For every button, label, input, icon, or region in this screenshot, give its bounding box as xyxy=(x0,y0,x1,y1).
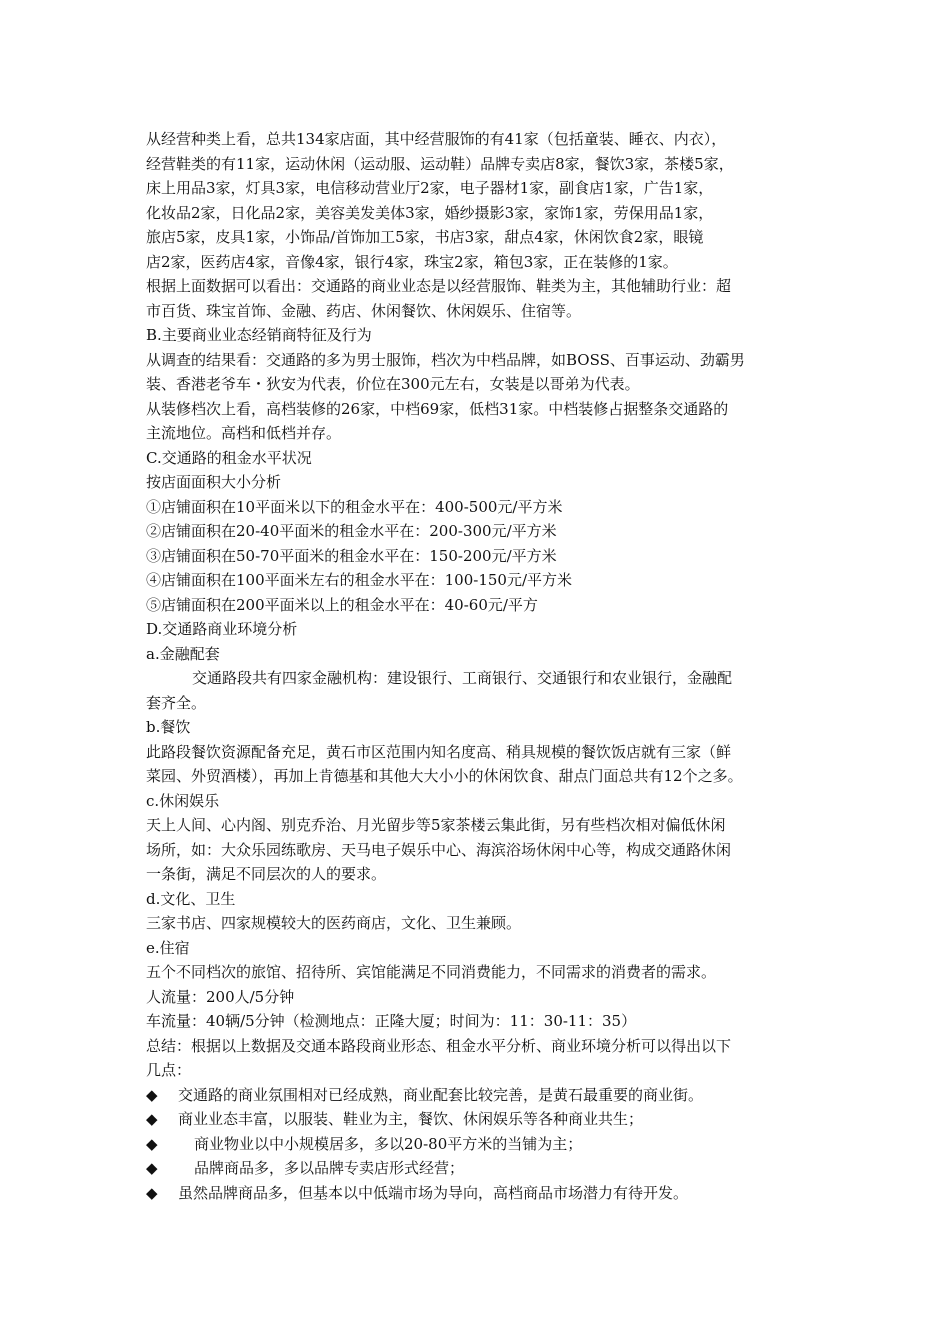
list-item xyxy=(146,1181,826,1206)
text-line: 从经营种类上看，总共134家店面，其中经营服饰的有41家（包括童装、睡衣、内衣）， xyxy=(146,130,727,148)
rent-item: ③店铺面积在50-70平面米的租金水平在：150-200元/平方米 xyxy=(146,546,557,565)
summary-line: 几点： xyxy=(146,1061,192,1079)
text-line: 旅店5家，皮具1家，小饰品/首饰加工5家，书店3家，甜点4家，休闲饮食2家，眼镜 xyxy=(146,228,704,246)
list-item-text: 品牌商品多，多以品牌专卖店形式经营； xyxy=(194,1159,465,1177)
text-line: 从装修档次上看，高档装修的26家，中档69家，低档31家。中档装修占据整条交通路的 xyxy=(146,399,729,418)
text-line: 五个不同档次的旅馆、招待所、宾馆能满足不同消费能力，不同需求的消费者的需求。 xyxy=(146,963,717,981)
text-line: 装、香港老爷车・狄安为代表，价位在300元左右，女装是以哥弟为代表。 xyxy=(146,375,640,393)
text-line: 套齐全。 xyxy=(146,693,207,712)
diamond-bullet-icon: ◆ xyxy=(146,1183,158,1202)
subheading-dining: b.餐饮 xyxy=(146,718,191,736)
diamond-bullet-icon: ◆ xyxy=(146,1134,158,1153)
text-line: 此路段餐饮资源配备充足，黄石市区范围内知名度高、稍具规模的餐饮饭店就有三家（鲜 xyxy=(146,742,732,761)
list-item xyxy=(146,1107,826,1132)
text-line: 根据上面数据可以看出：交通路的商业业态是以经营服饰、鞋类为主，其他辅助行业：超 xyxy=(146,277,732,295)
diamond-bullet-icon: ◆ xyxy=(146,1159,158,1177)
subheading-lodging: e.住宿 xyxy=(146,938,190,957)
list-item-text: 交通路的商业氛围相对已经成熟，商业配套比较完善，是黄石最重要的商业街。 xyxy=(178,1085,704,1104)
subheading-culture-health: d.文化、卫生 xyxy=(146,889,236,908)
pedestrian-flow: 人流量：200人/5分钟 xyxy=(146,987,295,1006)
list-item xyxy=(146,1156,826,1181)
section-heading-d: D.交通路商业环境分析 xyxy=(146,620,298,638)
subheading-finance: a.金融配套 xyxy=(146,644,220,663)
rent-item: ④店铺面积在100平面米左右的租金水平在：100-150元/平方米 xyxy=(146,571,573,589)
text-line: 主流地位。高档和低档并存。 xyxy=(146,424,342,442)
text-line: 经营鞋类的有11家，运动休闲（运动服、运动鞋）品牌专卖店8家，餐饮3家，茶楼5家， xyxy=(146,154,734,173)
section-heading-b: B.主要商业业态经销商特征及行为 xyxy=(146,326,372,344)
rent-item: ⑤店铺面积在200平面米以上的租金水平在：40-60元/平方 xyxy=(146,595,538,614)
section-heading-c: C.交通路的租金水平状况 xyxy=(146,448,312,467)
diamond-bullet-icon: ◆ xyxy=(146,1110,158,1128)
list-item xyxy=(146,1132,826,1157)
text-line: 交通路段共有四家金融机构：建设银行、工商银行、交通银行和农业银行，金融配 xyxy=(192,669,733,687)
text-line: 菜园、外贸酒楼），再加上肯德基和其他大大小小的休闲饮食、甜点门面总共有12个之多。 xyxy=(146,767,743,785)
text-line: 市百货、珠宝首饰、金融、药店、休闲餐饮、休闲娱乐、住宿等。 xyxy=(146,301,582,320)
list-item-text: 商业物业以中小规模居多，多以20-80平方米的当铺为主； xyxy=(194,1134,583,1153)
subheading-leisure: c.休闲娱乐 xyxy=(146,791,220,810)
text-line: 店2家，医药店4家，音像4家，银行4家，珠宝2家，箱包3家，正在装修的1家。 xyxy=(146,252,678,271)
text-line: 一条街，满足不同层次的人的要求。 xyxy=(146,865,387,883)
document-page xyxy=(146,127,826,1205)
list-item xyxy=(146,1083,826,1108)
text-line: 化妆品2家，日化品2家，美容美发美体3家，婚纱摄影3家，家饰1家，劳保用品1家， xyxy=(146,203,714,222)
summary-line: 总结：根据以上数据及交通本路段商业形态、租金水平分析、商业环境分析可以得出以下 xyxy=(146,1036,732,1055)
rent-item: ②店铺面积在20-40平面米的租金水平在：200-300元/平方米 xyxy=(146,522,557,540)
list-item-text: 虽然品牌商品多，但基本以中低端市场为导向，高档商品市场潜力有待开发。 xyxy=(178,1183,689,1202)
text-line: 床上用品3家，灯具3家，电信移动营业厅2家，电子器材1家，副食店1家，广告1家， xyxy=(146,179,714,197)
text-line: 天上人间、心内阁、别克乔治、月光留步等5家茶楼云集此街，另有些档次相对偏低休闲 xyxy=(146,816,726,834)
list-item-text: 商业业态丰富，以服装、鞋业为主，餐饮、休闲娱乐等各种商业共生； xyxy=(178,1110,644,1128)
vehicle-flow: 车流量：40辆/5分钟（检测地点：正隆大厦；时间为：11：30-11：35） xyxy=(146,1012,637,1030)
text-line: 三家书店、四家规模较大的医药商店，文化、卫生兼顾。 xyxy=(146,914,522,932)
diamond-bullet-icon: ◆ xyxy=(146,1085,158,1104)
rent-item: ①店铺面积在10平面米以下的租金水平在：400-500元/平方米 xyxy=(146,497,563,516)
text-line: 按店面面积大小分析 xyxy=(146,473,282,491)
text-line: 场所，如：大众乐园练歌房、天马电子娱乐中心、海滨浴场休闲中心等，构成交通路休闲 xyxy=(146,840,732,859)
text-line: 从调查的结果看：交通路的多为男士服饰，档次为中档品牌，如BOSS、百事运动、劲霸男 xyxy=(146,350,745,369)
